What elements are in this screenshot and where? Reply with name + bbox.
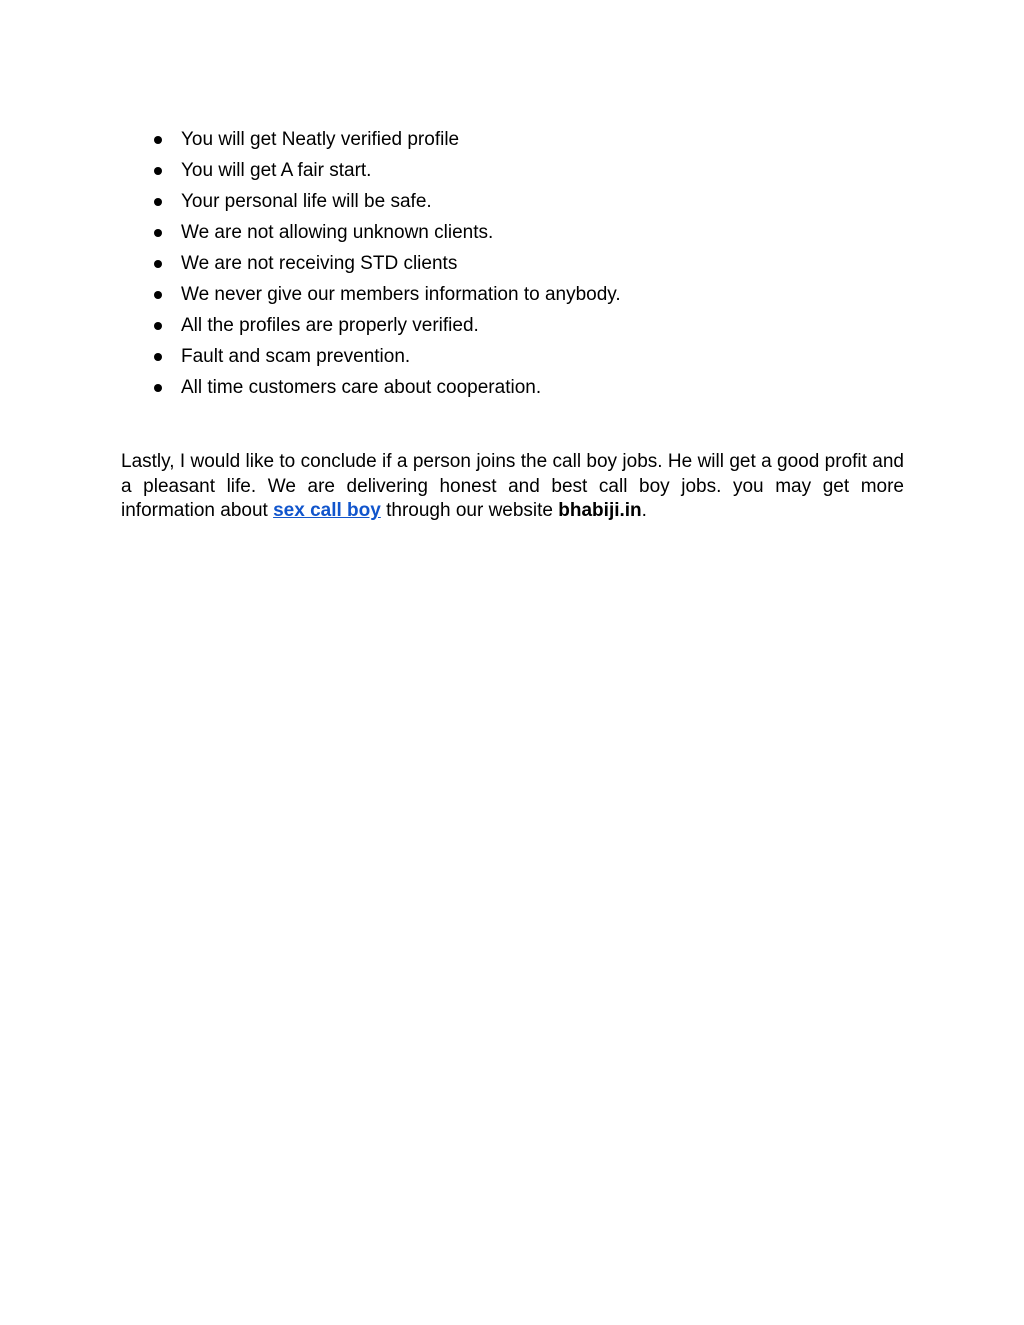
conclusion-text-middle: through our website	[380, 500, 559, 521]
bullet-item	[144, 217, 621, 248]
bullet-icon	[154, 353, 162, 361]
conclusion-paragraph	[121, 450, 904, 524]
bullet-text: We never give our members information to anybody.	[181, 284, 621, 305]
bullet-item	[144, 310, 621, 341]
bullet-icon	[154, 136, 162, 144]
bullet-icon	[154, 322, 162, 330]
bullet-text: We are not allowing unknown clients.	[181, 222, 494, 243]
bullet-icon	[154, 167, 162, 175]
bullet-text: All time customers care about cooperation.	[181, 377, 542, 398]
bullet-item	[144, 279, 621, 310]
bullet-text: Fault and scam prevention.	[181, 346, 411, 367]
bullet-item	[144, 341, 621, 372]
bullet-item	[144, 124, 621, 155]
bullet-icon	[154, 229, 162, 237]
bullet-text: Your personal life will be safe.	[181, 191, 432, 212]
bullet-item	[144, 186, 621, 217]
bullet-item	[144, 372, 621, 403]
website-name: bhabiji.in	[558, 500, 642, 521]
bullet-item	[144, 248, 621, 279]
conclusion-text-end: .	[641, 500, 647, 521]
bullet-icon	[154, 260, 162, 268]
benefits-bullet-list	[144, 124, 621, 403]
bullet-text: You will get Neatly verified profile	[181, 129, 460, 150]
conclusion-text: Lastly, I would like to conclude if a person joins the call boy jobs. He will get a good profit and a pleasant life. We are delivering honest and best call boy jobs. you may get more information about	[121, 451, 904, 521]
bullet-text: All the profiles are properly verified.	[181, 315, 479, 336]
bullet-icon	[154, 384, 162, 392]
bullet-item	[144, 155, 621, 186]
bullet-icon	[154, 291, 162, 299]
bullet-icon	[154, 198, 162, 206]
bullet-text: We are not receiving STD clients	[181, 253, 458, 274]
sex-call-boy-link[interactable]: sex call boy	[273, 500, 381, 521]
bullet-text: You will get A fair start.	[181, 160, 372, 181]
